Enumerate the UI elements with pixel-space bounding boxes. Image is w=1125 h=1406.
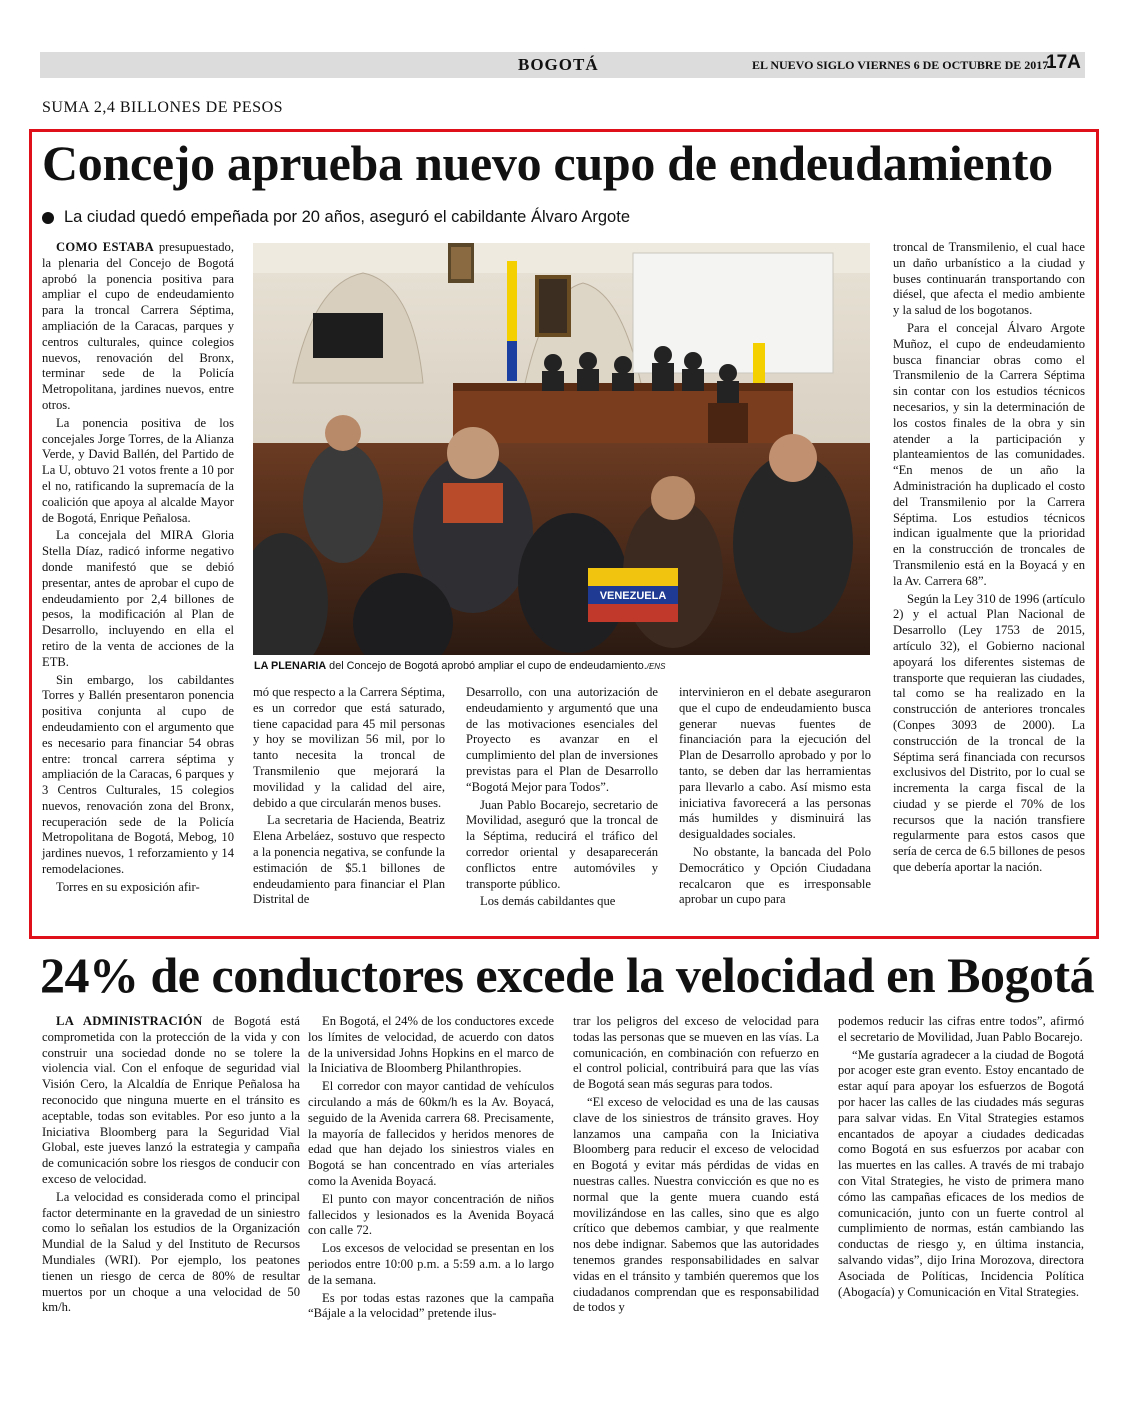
- paragraph: troncal de Transmilenio, el cual hace un daño urbanístico a la ciudad y buses continuarán transportando con diésel, que afecta el medio ambiente y la salud de los bogotanos.: [893, 240, 1085, 318]
- paragraph: Según la Ley 310 de 1996 (artículo 2) y el actual Plan Nacional de Desarrollo (Ley 1753 de 2015, artículo 32), el Gobierno nacional apoyará los diferentes sistemas de transporte que requieran las ciudades, tal como se ha realizado en la construcción de anteriores troncales (Conpes 3093 de 2000). La construcción de la troncal de la Séptima será financiada con recursos exclusivos del Distrito, por lo cual se incrementa la carga fiscal de la ciudad y se pierde el 70% de los recursos que la nación transfiere regularmente para estos casos que sería de cerca de 6.5 billones de pesos que debería aportar la nación.: [893, 591, 1085, 875]
- paragraph-text: de Bogotá está comprometida con la protección de la vida y con construir una sociedad donde no se tolere la violencia vial. Con el enfoque de seguridad vial Visión Cero, la Alcaldía de Enrique Peñalosa ha reconocido que ninguna muerte en el tránsito es aceptable, todas son evitables. Por eso junto a la Iniciativa Bloomberg para la Seguridad Vial Global, este jueves lanzó la estrategia y campaña de comunicación sobre los riesgos de conducir con exceso de velocidad.: [42, 1014, 300, 1186]
- paragraph: “Me gustaría agradecer a la ciudad de Bogotá por acoger este gran evento. Estoy encantado de estar aquí para apoyar los esfuerzos de Bogotá por hacer las calles de las ciudades más seguras para salvar vidas. En Vital Strategies estamos encantados de apoyar a ciudades dedicadas como Bogotá en sus esfuerzos por acabar con las muertes en las calles. A través de mi trabajo con Vital Strategies, he visto de primera mano cómo las campañas eficaces de los medios de comunicación, junto con un fuerte control al cumplimiento de normas, están cambiando las conductas de riesgo y, en última instancia, salvando vidas”, dijo Irina Morozova, directora Asociada de Políticas, Incidencia Política (Abogacía) y Comunicación en Vital Strategies.: [838, 1047, 1084, 1299]
- article-headline: Concejo aprueba nuevo cupo de endeudamiento: [42, 135, 1053, 191]
- photo-caption: [254, 660, 874, 672]
- lead-in: COMO ESTABA: [56, 240, 155, 254]
- paragraph: La concejala del MIRA Gloria Stella Díaz, radicó informe negativo donde manifestó que se debió presentar, antes de aprobar el cupo de endeudamiento por 2,4 billones de pesos, la modificación al Plan de Desarrollo, incluyendo en ella el retiro de la venta de acciones de la ETB.: [42, 528, 234, 669]
- article-subhead: [42, 208, 630, 227]
- subhead-text: La ciudad quedó empeñada por 20 años, aseguró el cabildante Álvaro Argote: [64, 208, 630, 226]
- paragraph: Desarrollo, con una autorización de endeudamiento y argumentó que una de las motivaciones esenciales del Proyecto es avanzar en el cumplimiento del plan de inversiones previstas para el Plan de Desarrollo “Bogotá Mejor para Todos”.: [466, 685, 658, 794]
- article-column-2: [253, 685, 445, 910]
- article2-column-4: [838, 1014, 1084, 1302]
- paragraph: Es por todas estas razones que la campaña “Bájale a la velocidad” pretende ilus-: [308, 1290, 554, 1321]
- paragraph: trar los peligros del exceso de velocidad para todas las personas que se mueven en las vías. La comunicación, en combinación con refuerzo en el control policial, contribuirá para que las vías de Bogotá sean más seguras para todos.: [573, 1014, 819, 1092]
- paragraph-text: presupuestado, la plenaria del Concejo de Bogotá aprobó la ponencia positiva para ampliar el cupo de endeudamiento para la troncal Carrera Séptima, ampliación de la Caracas, parques y centros culturales, quince colegios nuevos, renovación del Bronx, terminar sede de la Policía Metropolitana, jardines nuevos, entre otros.: [42, 240, 235, 412]
- paragraph: Sin embargo, los cabildantes Torres y Ballén presentaron ponencia positiva conjunta al cupo de endeudamiento con el argumento que es necesario para financiar 54 obras entre: troncal carrera séptima y ampliación de la Caracas, 6 parques y 3 Centros Culturales, 15 colegios nuevos, renovación zona del Bronx, recuperación sede de la Policía Metropolitana de Bogotá, Mebog, 10 jardines nuevos, 1 reforzamiento y 14 remodelaciones.: [42, 672, 234, 877]
- paragraph: intervinieron en el debate aseguraron que el cupo de endeudamiento busca generar nuevas fuentes de financiación para la ejecución del Plan de Desarrollo aprobado y por lo tanto, se deben dar las herramientas para llevarlo a cabo. Así mismo esta iniciativa favorecerá a las personas más humildes y disminuirá las desigualdades sociales.: [679, 685, 871, 842]
- paragraph: No obstante, la bancada del Polo Democrático y Opción Ciudadana recalcaron que es irresponsable aprobar un cupo para: [679, 844, 871, 907]
- paragraph: mó que respecto a la Carrera Séptima, es un corredor que está saturado, tiene capacidad para 45 mil personas y hoy se movilizan 56 mil, por lo tanto necesita la troncal de Transmilenio que mejorará la movilidad y la calidad del aire, debido a que circularán menos buses.: [253, 685, 445, 810]
- paragraph: “El exceso de velocidad es una de las causas clave de los siniestros de tránsito graves. Hoy lanzamos una campaña con la Iniciativa Bloomberg para reducir el exceso de velocidad en Bogotá y evitar más pérdidas de vidas en nuestras calles. Nuestra convicción es que no es normal que la gente muera cuando está movilizándose en las calles, sino que es algo crítico que debemos cambiar, y que realmente nos debe indignar. Sabemos que las autoridades tenemos grandes responsabilidades en salvar vidas en el tránsito y también queremos que los ciudadanos comprendan que es responsabilidad de todos y: [573, 1094, 819, 1315]
- paragraph: En Bogotá, el 24% de los conductores excede los límites de velocidad, de acuerdo con datos de la universidad Johns Hopkins en el marco de la Iniciativa de Bloomberg Philanthropies.: [308, 1014, 554, 1076]
- paragraph: La ponencia positiva de los concejales Jorge Torres, de la Alianza Verde, y David Ballén, del Partido de La U, obtuvo 21 votos frente a 10 por el no, ratificando la supremacía de la coalición que apoya al alcalde Mayor de Bogotá, Enrique Peñalosa.: [42, 415, 234, 525]
- paragraph: El punto con mayor concentración de niños fallecidos y lesionados es la Avenida Boyacá con calle 72.: [308, 1191, 554, 1238]
- photo-credit: /ENS: [646, 662, 666, 671]
- paragraph: [42, 240, 234, 414]
- paragraph: Torres en su exposición afir-: [56, 879, 200, 894]
- article-headline-2: 24% de conductores excede la velocidad en Bogotá: [40, 947, 1095, 1003]
- paragraph: Los demás cabildantes que: [480, 894, 616, 909]
- paragraph: Los excesos de velocidad se presentan en los periodos entre 10:00 p.m. a 5:59 a.m. a lo largo de la semana.: [308, 1241, 554, 1287]
- paragraph: podemos reducir las cifras entre todos”, afirmó el secretario de Movilidad, Juan Pablo Bocarejo.: [838, 1014, 1084, 1044]
- lead-in: LA ADMINISTRACIÓN: [56, 1014, 203, 1028]
- article-column-3: [466, 685, 658, 912]
- bullet-icon: [42, 212, 54, 224]
- paragraph: [42, 1014, 300, 1188]
- paragraph: La secretaria de Hacienda, Beatriz Elena Arbeláez, sostuvo que respecto a la ponencia negativa, se confunde la estimación de $5.1 billones de endeudamiento para financiar el Plan Distrital de: [253, 813, 445, 907]
- article2-column-3: [573, 1014, 819, 1318]
- article-column-1: [42, 240, 234, 898]
- paragraph: La velocidad es considerada como el principal factor determinante en la gravedad de un siniestro como lo señalan los estudios de la Organización Mundial de la Salud y del Instituto de Recursos Mundiales (WRI). Por ejemplo, los peatones tienen un riesgo de cerca de 80% de resultar muertos por un choque a una velocidad de 50 km/h.: [42, 1189, 300, 1315]
- masthead: EL NUEVO SIGLO VIERNES 6 DE OCTUBRE DE 2017: [752, 58, 1049, 72]
- article2-column-2: [308, 1014, 554, 1324]
- page-number: 17A: [1046, 52, 1081, 73]
- plenary-photo: [253, 243, 870, 655]
- caption-lead: LA PLENARIA: [254, 660, 327, 672]
- paragraph: Para el concejal Álvaro Argote Muñoz, el cupo de endeudamiento busca financiar obras como el Transmilenio de la Carrera Séptima sin contar con los estudios técnicos necesarios, y sin la determinación de los costos finales de la obra y sin atender a la participación y planteamientos de las comunidades. “En menos de un año la Administración ha duplicado el costo del Transmilenio por la Carrera Séptima. Los estudios técnicos indican igualmente que la prioridad en la construcción de troncales de Transmilenio está en la Boyacá y en la Av. Carrera 68”.: [893, 320, 1085, 588]
- article2-column-1: [42, 1014, 300, 1318]
- paragraph: El corredor con mayor cantidad de vehículos circulando a más de 60km/h es la Av. Boyacá, seguido de la Avenida carrera 68. Precisamente, la mayoría de fallecidos y heridos menores de edad que han dejado los siniestros viales en Bogotá se han concentrado en vías arteriales como la Avenida Boyacá.: [308, 1079, 554, 1188]
- venezuela-sign: VENEZUELA: [599, 590, 667, 602]
- article-column-5: [893, 240, 1085, 878]
- paragraph: Juan Pablo Bocarejo, secretario de Movilidad, aseguró que la troncal de la Séptima, reducirá el tráfico del corredor oriental y desaparecerán conflictos entre automóviles y transporte público.: [466, 797, 658, 891]
- section-name: BOGOTÁ: [518, 55, 599, 74]
- caption-text: del Concejo de Bogotá aprobó ampliar el cupo de endeudamiento.: [326, 660, 647, 672]
- article-kicker: SUMA 2,4 BILLONES DE PESOS: [42, 99, 284, 116]
- article-column-4: [679, 685, 871, 910]
